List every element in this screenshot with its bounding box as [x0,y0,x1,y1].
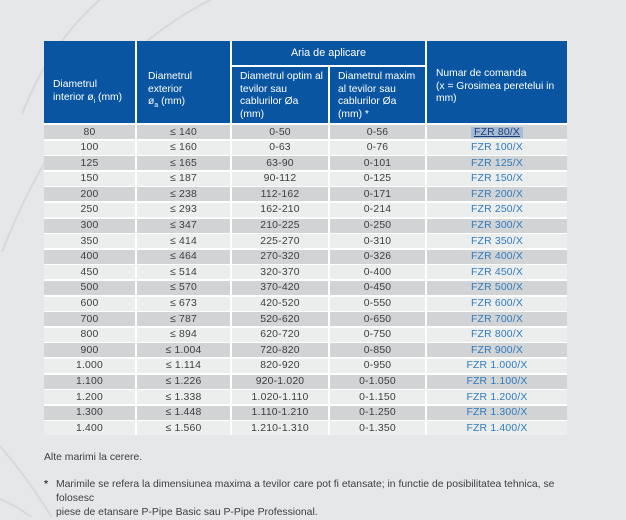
cell-outer-diameter: ≤ 1.560 [137,421,230,435]
order-code-link[interactable]: FZR 900/X [470,344,524,356]
table-row [44,390,567,404]
cell-max-diameter: 0-101 [330,156,425,170]
cell-outer-diameter: ≤ 1.338 [137,390,230,404]
cell-outer-diameter: ≤ 165 [137,156,230,170]
cell-outer-diameter: ≤ 673 [137,297,230,311]
cell-order-number [427,187,567,201]
cell-order-number [427,281,567,295]
cell-inner-diameter: 1.200 [44,390,135,404]
cell-outer-diameter: ≤ 293 [137,203,230,217]
cell-optimal-diameter: 90-112 [232,172,328,186]
cell-optimal-diameter: 1.210-1.310 [232,421,328,435]
column-header-inner-diameter: Diametrul interior $ø_i$ (mm) [44,41,135,123]
cell-order-number [427,406,567,420]
table-row [44,187,567,201]
cell-outer-diameter: ≤ 1.004 [137,343,230,357]
cell-max-diameter: 0-76 [330,141,425,155]
order-code-link[interactable]: FZR 1.200/X [466,391,528,403]
table-row [44,343,567,357]
cell-order-number [427,297,567,311]
column-header-max-diameter: Diametrul maxim al tevilor sau cablurilor Øa (mm) * [330,67,425,123]
cell-max-diameter: 0-550 [330,297,425,311]
column-header-outer-diameter: Diametrul exterior $ø_a$ (mm) [137,41,230,123]
cell-optimal-diameter: 270-320 [232,250,328,264]
cell-max-diameter: 0-250 [330,219,425,233]
cell-order-number [427,234,567,248]
cell-order-number [427,125,567,139]
order-code-link[interactable]: FZR 400/X [470,251,524,263]
cell-max-diameter: 0-326 [330,250,425,264]
table-row [44,375,567,389]
cell-order-number [427,141,567,155]
order-code-link[interactable]: FZR 200/X [470,188,524,200]
cell-order-number [427,312,567,326]
cell-max-diameter: 0-750 [330,328,425,342]
table-row [44,406,567,420]
order-code-link[interactable]: FZR 125/X [470,157,524,169]
cell-optimal-diameter: 520-620 [232,312,328,326]
order-code-link[interactable]: FZR 150/X [470,173,524,185]
cell-outer-diameter: ≤ 514 [137,265,230,279]
cell-optimal-diameter: 720-820 [232,343,328,357]
other-sizes-note: Alte marimi la cerere. [44,452,143,463]
watermark-curve [0,498,36,517]
group-header-application-area: Aria de aplicare [232,41,425,65]
table-row [44,125,567,139]
cell-max-diameter: 0-650 [330,312,425,326]
cell-inner-diameter: 1.300 [44,406,135,420]
cell-inner-diameter: 400 [44,250,135,264]
order-code-link[interactable]: FZR 1.100/X [466,376,528,387]
cell-inner-diameter: 1.100 [44,375,135,389]
table-row [44,219,567,233]
cell-inner-diameter: 1.400 [44,421,135,435]
table-row [44,421,567,435]
cell-max-diameter: 0-1.050 [330,375,425,389]
cell-inner-diameter: 500 [44,281,135,295]
cell-optimal-diameter: 112-162 [232,187,328,201]
column-group-application-area [232,41,425,123]
order-code-link[interactable]: FZR 500/X [470,282,524,294]
cell-order-number [427,359,567,373]
cell-outer-diameter: ≤ 187 [137,172,230,186]
cell-optimal-diameter: 0-63 [232,141,328,155]
cell-order-number [427,375,567,389]
footnote-asterisk: * [44,479,49,490]
order-code-link[interactable]: FZR 250/X [470,204,524,216]
table-header [44,41,567,123]
cell-outer-diameter: ≤ 1.448 [137,406,230,420]
order-code-link[interactable]: FZR 1.400/X [466,422,528,434]
cell-max-diameter: 0-56 [330,125,425,139]
cell-inner-diameter: 200 [44,187,135,201]
cell-max-diameter: 0-1.150 [330,390,425,404]
cell-order-number [427,172,567,186]
cell-inner-diameter: 150 [44,172,135,186]
order-code-link[interactable]: FZR 800/X [470,329,524,341]
cell-max-diameter: 0-125 [330,172,425,186]
cell-inner-diameter: 700 [44,312,135,326]
cell-optimal-diameter: 420-520 [232,297,328,311]
table-row [44,250,567,264]
cell-outer-diameter: ≤ 160 [137,141,230,155]
cell-max-diameter: 0-450 [330,281,425,295]
cell-max-diameter: 0-214 [330,203,425,217]
cell-optimal-diameter: 320-370 [232,265,328,279]
order-code-link[interactable]: FZR 300/X [470,220,524,232]
cell-optimal-diameter: 620-720 [232,328,328,342]
cell-outer-diameter: ≤ 347 [137,219,230,233]
cell-outer-diameter: ≤ 1.114 [137,359,230,373]
cell-order-number [427,421,567,435]
table-row [44,156,567,170]
cell-order-number [427,203,567,217]
order-code-link[interactable]: FZR 350/X [470,235,524,247]
order-code-link[interactable]: FZR 1.300/X [466,407,528,419]
cell-inner-diameter: 350 [44,234,135,248]
cell-order-number [427,265,567,279]
table-row [44,281,567,295]
cell-inner-diameter: 100 [44,141,135,155]
cell-optimal-diameter: 1.020-1.110 [232,390,328,404]
cell-max-diameter: 0-400 [330,265,425,279]
table-row [44,265,567,279]
cell-inner-diameter: 600 [44,297,135,311]
cell-optimal-diameter: 1.110-1.210 [232,406,328,420]
table-row [44,234,567,248]
cell-optimal-diameter: 225-270 [232,234,328,248]
cell-inner-diameter: 125 [44,156,135,170]
cell-optimal-diameter: 920-1.020 [232,375,328,389]
cell-inner-diameter: 900 [44,343,135,357]
cell-outer-diameter: ≤ 464 [137,250,230,264]
cell-max-diameter: 0-171 [330,187,425,201]
order-code-link[interactable]: FZR 700/X [470,313,524,325]
cell-max-diameter: 0-950 [330,359,425,373]
cell-outer-diameter: ≤ 894 [137,328,230,342]
table-row [44,328,567,342]
cell-inner-diameter: 300 [44,219,135,233]
cell-outer-diameter: ≤ 140 [137,125,230,139]
cell-max-diameter: 0-1.350 [330,421,425,435]
cell-optimal-diameter: 370-420 [232,281,328,295]
column-header-optimal-diameter: Diametrul optim al tevilor sau cablurilor Øa (mm) [232,67,328,123]
table-row [44,359,567,373]
cell-inner-diameter: 450 [44,265,135,279]
cell-optimal-diameter: 162-210 [232,203,328,217]
cell-inner-diameter: 800 [44,328,135,342]
product-spec-table [44,41,567,435]
cell-inner-diameter: 250 [44,203,135,217]
cell-inner-diameter: 1.000 [44,359,135,373]
cell-optimal-diameter: 820-920 [232,359,328,373]
cell-outer-diameter: ≤ 414 [137,234,230,248]
cell-optimal-diameter: 63-90 [232,156,328,170]
order-code-link[interactable]: FZR 80/X [471,127,523,138]
cell-max-diameter: 0-1.250 [330,406,425,420]
cell-optimal-diameter: 0-50 [232,125,328,139]
cell-outer-diameter: ≤ 787 [137,312,230,326]
footnote-text-line1: Marimile se refera la dimensiunea maxima a tevilor care pot fi etansate; in functie de posibilitatea tehnica, se folosesc [56,479,555,504]
cell-order-number [427,250,567,264]
cell-order-number [427,390,567,404]
cell-outer-diameter: ≤ 570 [137,281,230,295]
cell-max-diameter: 0-850 [330,343,425,357]
table-row [44,141,567,155]
table-row [44,312,567,326]
order-code-link[interactable]: FZR 600/X [470,298,524,310]
order-code-link[interactable]: FZR 1.000/X [466,360,528,372]
cell-outer-diameter: ≤ 238 [137,187,230,201]
table-row [44,203,567,217]
cell-max-diameter: 0-310 [330,234,425,248]
table-row [44,297,567,311]
cell-order-number [427,343,567,357]
cell-optimal-diameter: 210-225 [232,219,328,233]
footnote-text-line2: piese de etansare P-Pipe Basic sau P-Pipe Professional. [56,507,318,518]
cell-order-number [427,219,567,233]
column-header-order-number: Numar de comanda (x = Grosimea peretelui in mm) [427,41,567,123]
cell-outer-diameter: ≤ 1.226 [137,375,230,389]
order-code-link[interactable]: FZR 100/X [470,142,524,154]
footnote [44,478,566,520]
table-row [44,172,567,186]
cell-inner-diameter: 80 [44,125,135,139]
table-body [44,125,567,435]
cell-order-number [427,156,567,170]
cell-order-number [427,328,567,342]
order-code-link[interactable]: FZR 450/X [470,266,524,278]
